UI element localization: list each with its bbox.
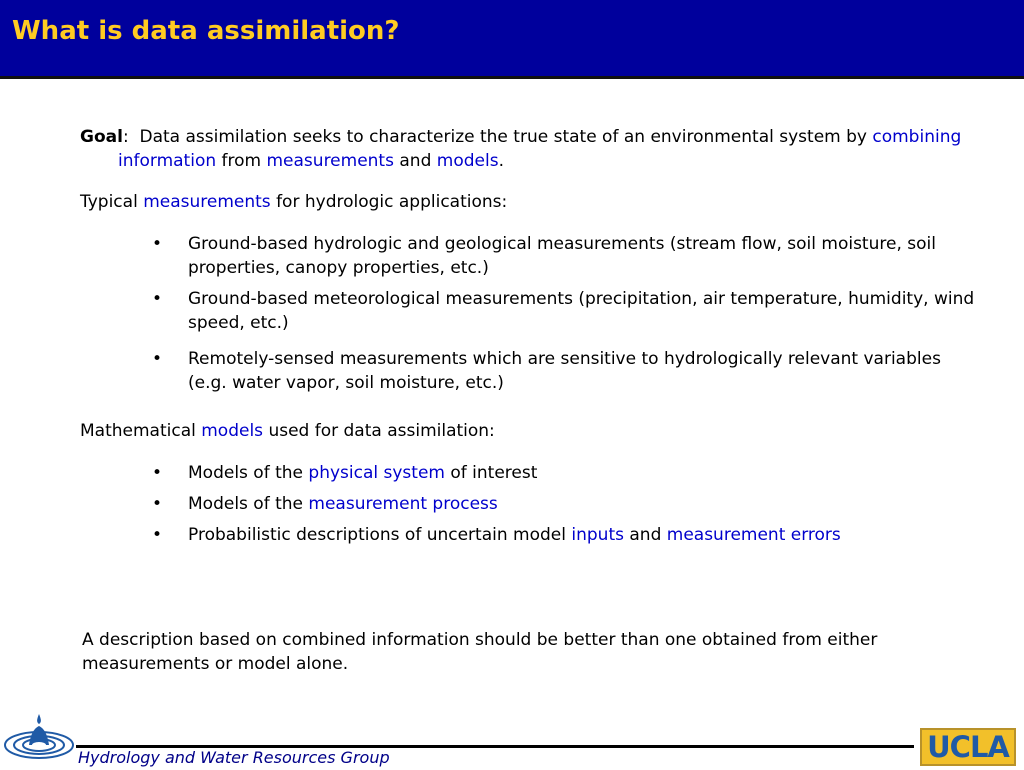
item1-highlight: physical system: [308, 463, 445, 483]
item3-highlight-measurement-errors: measurement errors: [666, 525, 841, 545]
title-bar: [0, 0, 1024, 76]
item3-mid: and: [623, 525, 667, 545]
goal-text-2: from: [216, 151, 267, 171]
typical-pre: Typical: [80, 192, 144, 212]
goal-highlight-combining-information: combining information: [118, 127, 962, 171]
typical-measurements-heading: [80, 190, 980, 214]
list-item: • Remotely-sensed measurements which are sensitive to hydrologically relevant variables (e.g. water vapor, soil moisture, etc.): [80, 347, 980, 395]
item2-highlight: measurement process: [308, 494, 498, 514]
slide-content: [80, 125, 980, 547]
models-list: [80, 461, 980, 547]
item1-pre: Models of the: [188, 463, 309, 483]
item3-pre: Probabilistic descriptions of uncertain model: [188, 525, 572, 545]
list-item: [80, 461, 980, 485]
item2-pre: Models of the: [188, 494, 309, 514]
ucla-logo: [920, 728, 1016, 766]
closing-statement: A description based on combined information should be better than one obtained from either measurements or model alone.: [82, 630, 878, 674]
ucla-logo-text: UCLA: [927, 730, 1009, 764]
footer-group-name: Hydrology and Water Resources Group: [78, 748, 390, 767]
list-item: • Ground-based hydrologic and geological measurements (stream flow, soil moisture, soil properties, canopy properties, etc.): [80, 232, 980, 280]
math-post: used for data assimilation:: [263, 421, 495, 441]
math-highlight-models: models: [201, 421, 264, 441]
item1-post: of interest: [444, 463, 538, 483]
slide-title: What is data assimilation?: [12, 16, 400, 46]
math-pre: Mathematical: [80, 421, 202, 441]
list-item: • Ground-based meteorological measurements (precipitation, air temperature, humidity, wind speed, etc.): [80, 287, 980, 335]
mathematical-models-heading: [80, 419, 980, 443]
measurements-list: [80, 232, 980, 395]
goal-highlight-models: models: [436, 151, 499, 171]
item3-highlight-inputs: inputs: [571, 525, 624, 545]
list-item: [80, 523, 980, 547]
list-item: [80, 492, 980, 516]
water-droplet-logo-icon: [3, 712, 75, 770]
goal-text-1: Data assimilation seeks to characterize the true state of an environmental system by: [139, 127, 873, 147]
goal-text-3: and: [393, 151, 437, 171]
goal-paragraph: [80, 125, 980, 173]
typical-highlight-measurements: measurements: [143, 192, 271, 212]
typical-post: for hydrologic applications:: [270, 192, 508, 212]
goal-text-4: .: [498, 151, 504, 171]
goal-label: Goal: [80, 127, 123, 147]
goal-highlight-measurements: measurements: [266, 151, 394, 171]
goal-separator: :: [122, 127, 140, 147]
